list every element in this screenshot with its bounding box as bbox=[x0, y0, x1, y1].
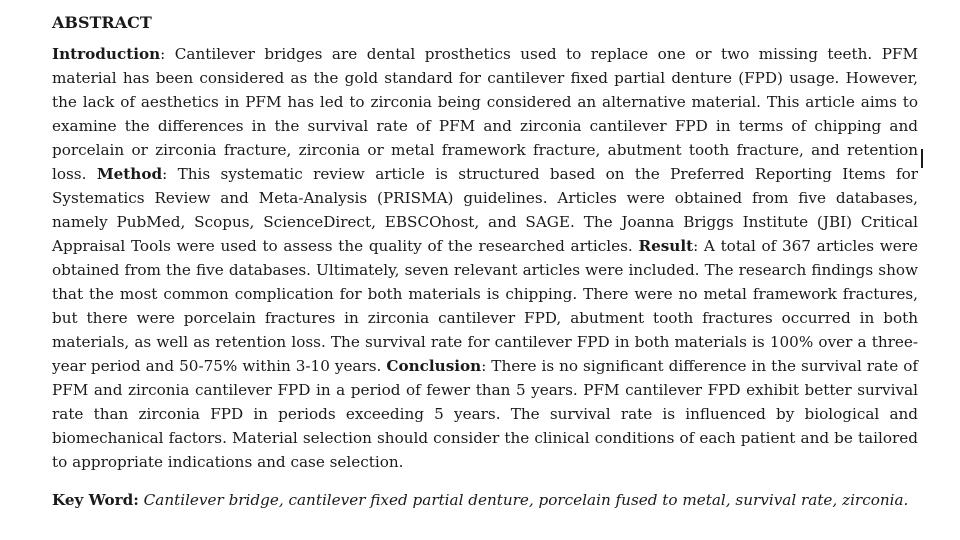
keywords-line bbox=[52, 488, 918, 512]
method-label: Method bbox=[96, 165, 163, 183]
introduction-label: Introduction bbox=[52, 45, 161, 63]
abstract-body[interactable] bbox=[52, 42, 918, 474]
introduction-text: : Cantilever bridges are dental prosthetics used to replace one or two missing teeth. PFM material has been considered as the gold standard for cantilever fixed partial denture (FPD) usage. However, the lack of aesthetics in PFM has led to zirconia being considered an alternative material. This article aims to examine the differences in the survival rate of PFM and zirconia cantilever FPD in terms of chipping and porcelain or zirconia fracture, zirconia or metal framework fracture, abutment tooth fracture, and retention loss. bbox=[52, 45, 918, 183]
text-cursor bbox=[921, 149, 923, 168]
result-text: : A total of 367 articles were obtained from the five databases. Ultimately, seven relevant articles were included. The research findings show that the most common complication for both materials is chipping. There were no metal framework fractures, but there were porcelain fractures in zirconia cantilever FPD, abutment tooth fractures occurred in both materials, as well as retention loss. The survival rate for cantilever FPD in both materials is 100% over a three-year period and 50-75% within 3-10 years. bbox=[52, 237, 918, 375]
conclusion-label: Conclusion bbox=[386, 357, 482, 375]
abstract-heading: ABSTRACT bbox=[52, 13, 152, 32]
result-label: Result bbox=[638, 237, 694, 255]
method-text: : This systematic review article is structured based on the Preferred Reporting Items for Systematics Review and Meta-Analysis (PRISMA) guidelines. Articles were obtained from five databases, namely PubMed, Scopus, ScienceDirect, EBSCOhost, and SAGE. The Joanna Briggs Institute (JBI) Critical Appraisal Tools were used to assess the quality of the researched articles. bbox=[52, 165, 918, 255]
keywords-label: Key Word: bbox=[52, 491, 139, 509]
conclusion-text: : There is no significant difference in the survival rate of PFM and zirconia cantilever FPD in a period of fewer than 5 years. PFM cantilever FPD exhibit better survival rate than zirconia FPD in periods exceeding 5 years. The survival rate is influenced by biological and biomechanical factors. Material selection should consider the clinical conditions of each patient and be tailored to appropriate indications and case selection. bbox=[52, 357, 918, 471]
keywords-list: Cantilever bridge, cantilever fixed partial denture, porcelain fused to metal, survival rate, zirconia. bbox=[143, 491, 909, 509]
